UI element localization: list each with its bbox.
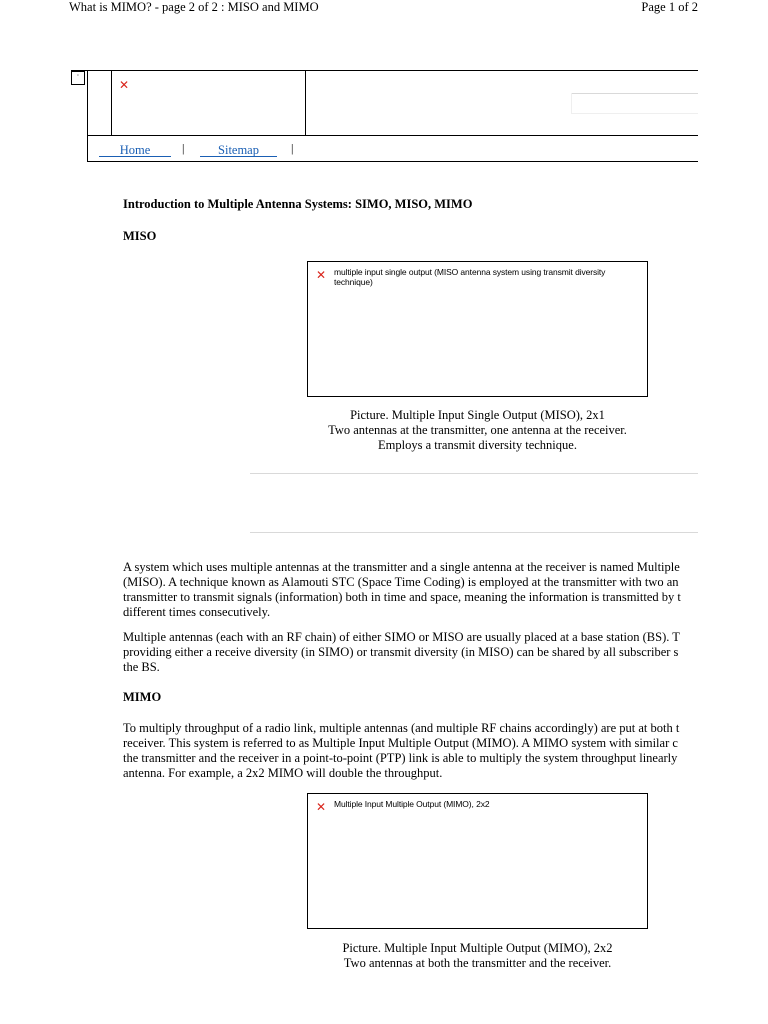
header-top-border <box>71 70 698 71</box>
header-left-border <box>87 70 88 162</box>
caption-line: Picture. Multiple Input Multiple Output (MIMO), 2x2 <box>342 941 613 955</box>
broken-image-icon: ✕ <box>316 800 327 814</box>
text-line: the BS. <box>123 660 160 674</box>
text-line: the transmitter and the receiver in a point-to-point (PTP) link is able to multiply the system throughput linearly <box>123 751 678 765</box>
text-line: Multiple antennas (each with an RF chain) of either SIMO or MISO are usually placed at a base station (BS). T <box>123 630 680 644</box>
broken-image-icon: ✕ <box>316 268 327 282</box>
logo-broken-image-icon: ✕ <box>119 78 130 92</box>
nav-sitemap-link[interactable]: Sitemap <box>218 143 259 157</box>
caption-line: Two antennas at both the transmitter and the receiver. <box>343 956 612 970</box>
text-line: A system which uses multiple antennas at the transmitter and a single antenna at the receiver is named Multiple <box>123 560 680 574</box>
search-area-line-bottom <box>571 113 698 114</box>
logo-cell-left-border <box>111 70 112 136</box>
nav-home-link-wrap[interactable] <box>99 141 171 157</box>
nav-sitemap-link-wrap[interactable] <box>200 141 277 157</box>
article-heading: Introduction to Multiple Antenna Systems: SIMO, MISO, MIMO <box>123 197 473 211</box>
miso-figure-image <box>307 261 648 397</box>
header-nav-divider <box>87 135 698 136</box>
header-spacer-box: · <box>71 71 85 85</box>
miso-figure-caption <box>307 408 648 453</box>
alt-text-line: Multiple Input Multiple Output (MIMO), 2x2 <box>334 799 490 809</box>
mimo-heading: MIMO <box>123 690 162 704</box>
alt-text-line: technique) <box>334 277 373 287</box>
miso-paragraph-1 <box>123 560 698 620</box>
text-line: To multiply throughput of a radio link, multiple antennas (and multiple RF chains accordingly) are put at both t <box>123 721 680 735</box>
miso-paragraph-2 <box>123 630 698 675</box>
mimo-paragraph <box>123 721 698 781</box>
print-header-title: What is MIMO? - page 2 of 2 : MISO and MIMO <box>69 0 319 14</box>
text-line: different times consecutively. <box>123 605 271 619</box>
mimo-figure-alt-text <box>334 799 489 809</box>
text-line: antenna. For example, a 2x2 MIMO will double the throughput. <box>123 766 443 780</box>
divider-line <box>250 473 698 474</box>
text-line: transmitter to transmit signals (information) both in time and space, meaning the information is transmitted by t <box>123 590 681 604</box>
mimo-figure-caption <box>307 941 648 971</box>
text-line: (MISO). A technique known as Alamouti STC (Space Time Coding) is employed at the transmitter with two an <box>123 575 679 589</box>
nav-separator: | <box>291 141 294 155</box>
divider-line <box>250 532 698 533</box>
text-line: receiver. This system is referred to as Multiple Input Multiple Output (MIMO). A MIMO system with similar c <box>123 736 678 750</box>
nav-home-link[interactable]: Home <box>119 143 151 157</box>
caption-line: Employs a transmit diversity technique. <box>378 438 577 452</box>
print-header-page: Page 1 of 2 <box>641 0 698 14</box>
nav-separator: | <box>182 141 185 155</box>
text-line: providing either a receive diversity (in SIMO) or transmit diversity (in MISO) can be shared by all subscriber s <box>123 645 679 659</box>
header-bottom-border <box>87 161 698 162</box>
alt-text-line: multiple input single output (MISO antenna system using transmit diversity <box>334 267 606 277</box>
search-area-line-left <box>571 93 572 113</box>
search-area-line-top <box>571 93 698 94</box>
caption-line: Picture. Multiple Input Single Output (MISO), 2x1 <box>350 408 605 422</box>
caption-line: Two antennas at the transmitter, one antenna at the receiver. <box>328 423 627 437</box>
miso-figure-alt-text <box>334 267 605 287</box>
miso-heading: MISO <box>123 229 157 243</box>
logo-cell-right-border <box>305 70 306 136</box>
mimo-figure-image <box>307 793 648 929</box>
